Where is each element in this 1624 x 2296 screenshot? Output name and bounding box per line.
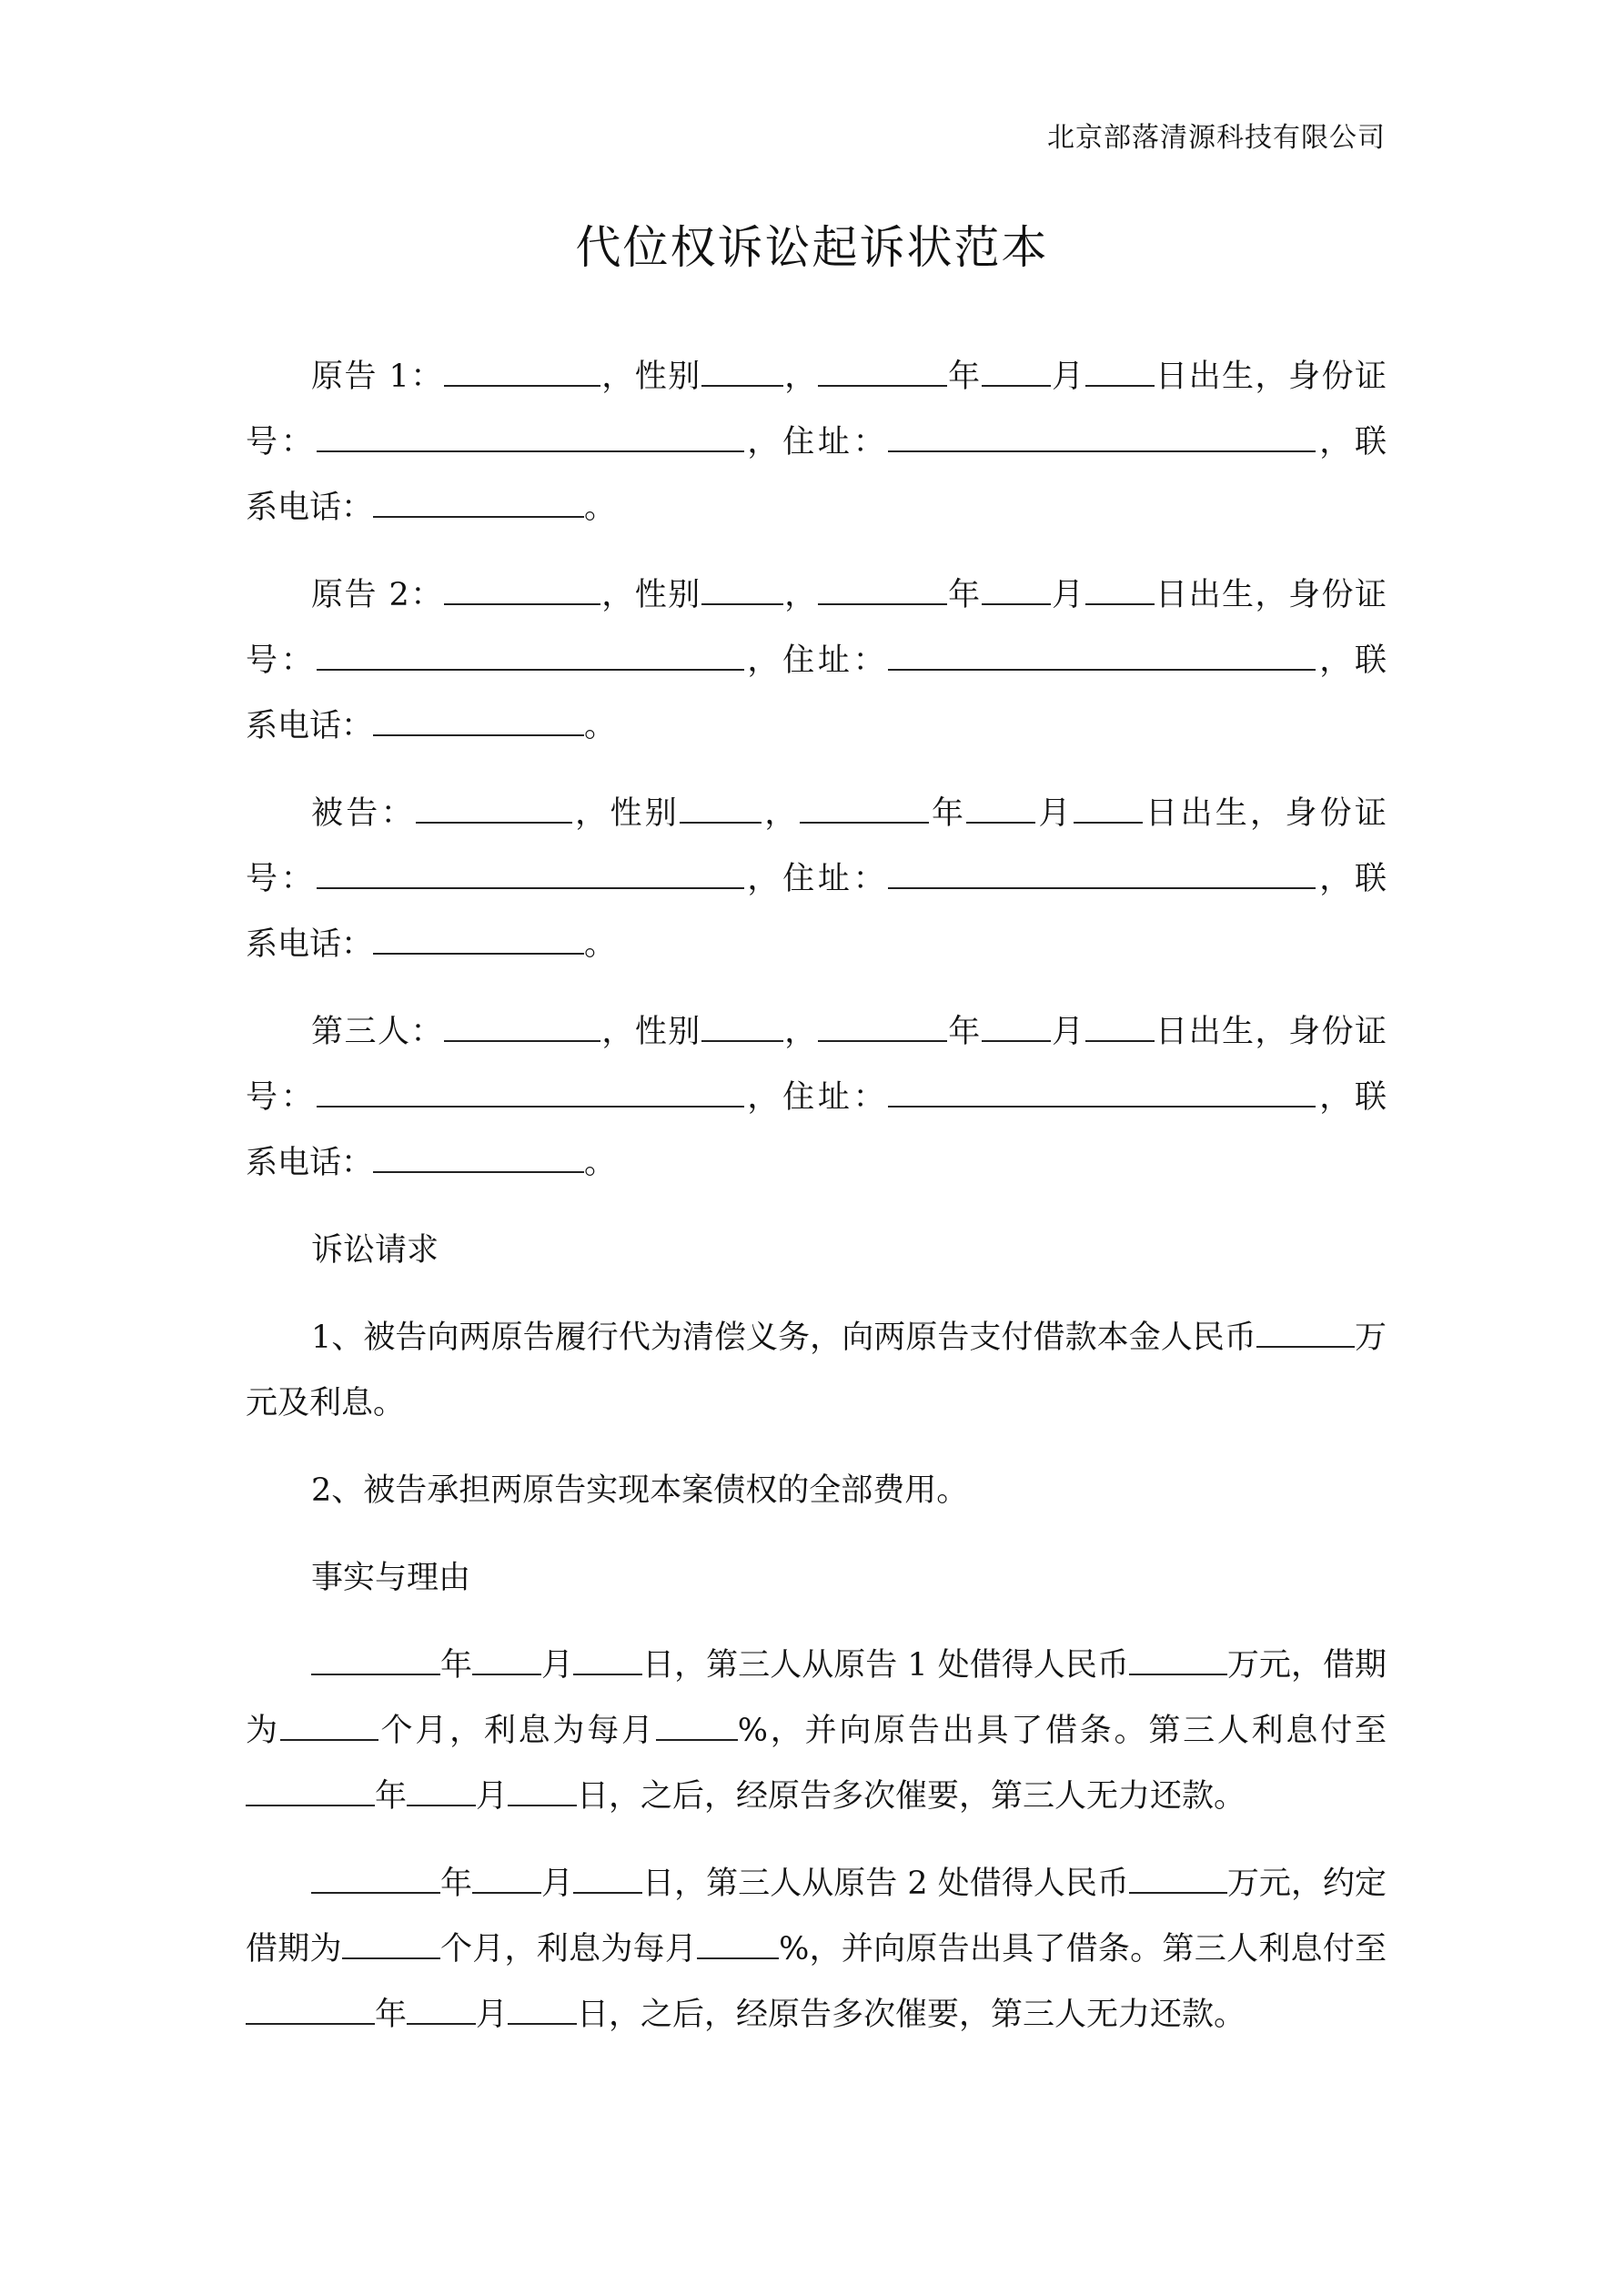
fact-text: 日，之后，经原告多次催要，第三人无力还款。 <box>577 1997 1246 2033</box>
claim-text: 万元及利息。 <box>246 1320 1387 1421</box>
month-label: 月 <box>541 1866 574 1902</box>
phone-label: ，联系电话： <box>246 861 1387 963</box>
fact-text: 个月，利息为每月 <box>378 1713 656 1749</box>
name-blank[interactable] <box>444 358 600 387</box>
month-label: 月 <box>1050 577 1085 613</box>
loan-month-blank[interactable] <box>472 1646 541 1675</box>
party-label: 原告 2： <box>311 577 444 613</box>
address-blank[interactable] <box>888 642 1316 671</box>
phone-blank[interactable] <box>373 925 584 955</box>
fact-text: 万元，借期为 <box>246 1647 1387 1749</box>
birth-month-blank[interactable] <box>982 576 1051 605</box>
separator: ， <box>782 1014 818 1050</box>
birth-month-blank[interactable] <box>966 794 1035 824</box>
id-number-blank[interactable] <box>317 1078 744 1108</box>
phone-label: ，联系电话： <box>246 1079 1387 1181</box>
gender-label: ，性别 <box>571 795 681 832</box>
id-label: 日出生，身份证号： <box>246 359 1387 460</box>
period: 。 <box>584 708 617 744</box>
birth-month-blank[interactable] <box>982 358 1051 387</box>
paid-year-blank[interactable] <box>246 1996 375 2025</box>
phone-label: ，联系电话： <box>246 642 1387 744</box>
birth-year-blank[interactable] <box>818 358 947 387</box>
loan-amount-blank[interactable] <box>1129 1865 1227 1894</box>
facts-paragraph-2 <box>246 1851 1387 2048</box>
month-label: 月 <box>476 1997 509 2033</box>
birth-year-blank[interactable] <box>818 1013 947 1042</box>
birth-day-blank[interactable] <box>1085 1013 1155 1042</box>
company-header: 北京部落清源科技有限公司 <box>1047 122 1386 154</box>
loan-month-blank[interactable] <box>472 1865 541 1894</box>
month-label: 月 <box>1035 795 1074 832</box>
fact-text: 日，第三人从原告 1 处借得人民币 <box>642 1647 1129 1684</box>
gender-blank[interactable] <box>701 358 783 387</box>
principal-amount-blank[interactable] <box>1256 1319 1355 1348</box>
paid-day-blank[interactable] <box>508 1996 577 2025</box>
id-label: 日出生，身份证号： <box>246 577 1387 679</box>
month-label: 月 <box>1050 1014 1085 1050</box>
party-plaintiff-1 <box>246 344 1387 541</box>
birth-day-blank[interactable] <box>1085 576 1155 605</box>
loan-day-blank[interactable] <box>573 1865 642 1894</box>
fact-text: %，并向原告出具了借条。第三人利息付至 <box>737 1713 1387 1749</box>
gender-blank[interactable] <box>680 794 762 824</box>
address-blank[interactable] <box>888 423 1316 452</box>
birth-month-blank[interactable] <box>982 1013 1051 1042</box>
document-body <box>246 344 1387 2069</box>
year-label: 年 <box>440 1866 473 1902</box>
party-defendant <box>246 781 1387 977</box>
facts-heading: 事实与理由 <box>311 1560 471 1596</box>
claim-text: 1、被告向两原告履行代为清偿义务，向两原告支付借款本金人民币 <box>311 1320 1256 1356</box>
loan-day-blank[interactable] <box>573 1646 642 1675</box>
phone-label: ，联系电话： <box>246 424 1387 526</box>
party-label: 原告 1： <box>311 359 444 395</box>
loan-amount-blank[interactable] <box>1129 1646 1227 1675</box>
birth-year-blank[interactable] <box>818 576 947 605</box>
month-label: 月 <box>476 1778 509 1815</box>
gender-label: ，性别 <box>600 577 701 613</box>
id-label: 日出生，身份证号： <box>246 1014 1387 1116</box>
loan-year-blank[interactable] <box>311 1646 440 1675</box>
gender-blank[interactable] <box>701 576 783 605</box>
period: 。 <box>584 490 617 526</box>
year-label: 年 <box>946 1014 982 1050</box>
year-label: 年 <box>375 1778 408 1815</box>
separator: ， <box>782 359 818 395</box>
address-blank[interactable] <box>888 860 1316 889</box>
phone-blank[interactable] <box>373 489 584 518</box>
phone-blank[interactable] <box>373 1144 584 1173</box>
party-plaintiff-2 <box>246 562 1387 759</box>
fact-text: 个月，利息为每月 <box>439 1931 698 1967</box>
claim-item-2: 2、被告承担两原告实现本案债权的全部费用。 <box>311 1472 969 1509</box>
name-blank[interactable] <box>416 794 572 824</box>
month-label: 月 <box>541 1647 574 1684</box>
loan-term-blank[interactable] <box>280 1712 378 1741</box>
name-blank[interactable] <box>444 1013 600 1042</box>
address-label: ，住址： <box>743 424 889 460</box>
address-label: ，住址： <box>743 1079 889 1116</box>
party-label: 被告： <box>311 795 416 832</box>
birth-day-blank[interactable] <box>1085 358 1155 387</box>
separator: ， <box>782 577 818 613</box>
birth-year-blank[interactable] <box>800 794 929 824</box>
party-label: 第三人： <box>311 1014 444 1050</box>
separator: ， <box>762 795 800 832</box>
address-label: ，住址： <box>743 642 889 679</box>
interest-rate-blank[interactable] <box>697 1930 779 1959</box>
claims-heading: 诉讼请求 <box>311 1232 439 1269</box>
loan-year-blank[interactable] <box>311 1865 440 1894</box>
interest-rate-blank[interactable] <box>656 1712 738 1741</box>
claim-item-1 <box>246 1305 1387 1436</box>
address-label: ，住址： <box>743 861 889 897</box>
loan-term-blank[interactable] <box>342 1930 440 1959</box>
month-label: 月 <box>1050 359 1085 395</box>
fact-text: 万元，约定借期为 <box>246 1866 1387 1967</box>
period: 。 <box>584 1145 617 1181</box>
year-label: 年 <box>928 795 967 832</box>
fact-text: 日，之后，经原告多次催要，第三人无力还款。 <box>577 1778 1246 1815</box>
year-label: 年 <box>946 577 982 613</box>
year-label: 年 <box>946 359 982 395</box>
year-label: 年 <box>375 1997 408 2033</box>
paid-day-blank[interactable] <box>508 1777 577 1806</box>
paid-year-blank[interactable] <box>246 1777 375 1806</box>
paid-month-blank[interactable] <box>407 1996 476 2025</box>
facts-paragraph-1 <box>246 1633 1387 1829</box>
gender-label: ，性别 <box>600 1014 701 1050</box>
birth-day-blank[interactable] <box>1074 794 1143 824</box>
period: 。 <box>584 926 617 963</box>
gender-label: ，性别 <box>600 359 701 395</box>
party-third-party <box>246 999 1387 1196</box>
fact-text: %，并向原告出具了借条。第三人利息付至 <box>779 1931 1387 1967</box>
address-blank[interactable] <box>888 1078 1316 1108</box>
id-number-blank[interactable] <box>317 642 744 671</box>
gender-blank[interactable] <box>701 1013 783 1042</box>
year-label: 年 <box>440 1647 473 1684</box>
name-blank[interactable] <box>444 576 600 605</box>
fact-text: 日，第三人从原告 2 处借得人民币 <box>642 1866 1129 1902</box>
id-number-blank[interactable] <box>317 423 744 452</box>
id-number-blank[interactable] <box>317 860 744 889</box>
document-title: 代位权诉讼起诉状范本 <box>575 221 1049 274</box>
phone-blank[interactable] <box>373 707 584 736</box>
paid-month-blank[interactable] <box>407 1777 476 1806</box>
id-label: 日出生，身份证号： <box>246 795 1387 897</box>
